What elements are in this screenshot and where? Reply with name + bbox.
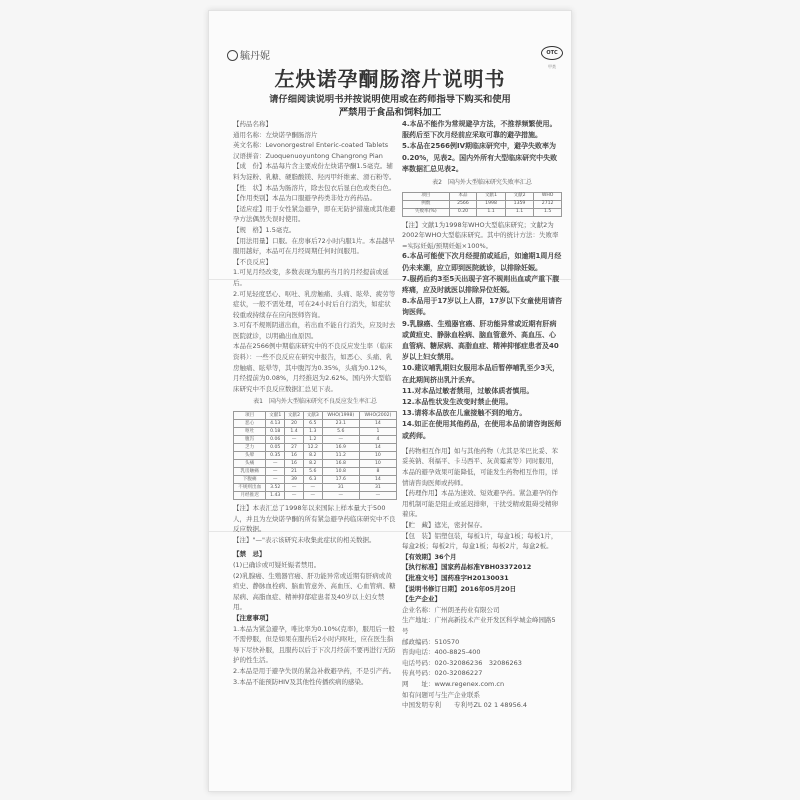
table-cell: 1.43 [266, 492, 285, 500]
left-paragraph: 【成 份】本品每片含主要成份左炔诺孕酮1.5毫克。辅料为淀粉、乳糖、硬脂酸镁、羟丙甲纤维素、滑石粉等。 [233, 162, 396, 181]
table-cell: 5.6 [303, 468, 322, 476]
table-cell: 0.05 [266, 444, 285, 452]
precautions-list [233, 624, 397, 688]
table-cell: 1.1 [505, 208, 533, 216]
table-cell: 23.1 [322, 420, 359, 428]
table-cell: 乏力 [234, 444, 266, 452]
table-row [234, 436, 397, 444]
table1-note2: 【注】"—"表示该研究未收集此症状的相关数据。 [233, 535, 376, 544]
table-cell: — [303, 484, 322, 492]
left-paragraph: 3.可有不规则阴道出血，若出血不能自行消失，应及时去医院就诊，以明确出血原因。 [233, 321, 396, 340]
table-cell: 1.4 [285, 428, 304, 436]
table-cell: 0.06 [266, 436, 285, 444]
table1-note: 【注】本表汇总了1998年以来国际上样本量大于500人，并且为左炔诺孕酮的所有紧急避孕药临床研究中不良反应数据。 [233, 504, 396, 534]
table-cell: 头痛 [234, 460, 266, 468]
table-cell: 1.2 [303, 436, 322, 444]
table-row [234, 492, 397, 500]
table-cell: 乳房触痛 [234, 468, 266, 476]
table-cell: 8.2 [303, 452, 322, 460]
table-cell: — [285, 436, 304, 444]
table-cell: 31 [322, 484, 359, 492]
table-cell: 20 [285, 420, 304, 428]
brand-name: 毓丹妮 [240, 51, 270, 62]
table-cell: 月经推迟 [234, 492, 266, 500]
contraindications-heading: 【禁 忌】 [233, 550, 266, 559]
table-cell: 3.52 [266, 484, 285, 492]
table-cell: 2712 [534, 200, 562, 208]
precaution-item: 9.乳腺癌、生殖器官癌、肝功能异常或近期有肝病或黄疸史、静脉血栓病、脑血管意外、高血压、心血管病、糖尿病、高脂血症、精神抑郁症患者及40岁以上妇女禁用。 [402, 319, 559, 362]
table-cell: 1.3 [303, 428, 322, 436]
warning-line-2: 严禁用于食品和饲料加工 [338, 107, 442, 118]
precaution-item: 3.本品不能预防HIV及其他性传播疾病的感染。 [233, 677, 368, 686]
manufacturer-heading: 【生产企业】 [402, 595, 441, 604]
manufacturer-info [402, 605, 562, 711]
precaution-item: 12.本品性状发生改变时禁止使用。 [402, 398, 513, 407]
left-paragraph: 英文名称：Levonorgestrel Enteric-coated Tablets [233, 141, 389, 150]
left-paragraph: 本品在2566例中期临床研究中的不良反应发生率（临床资料）：一些不良反应在研究中报告，如恶心、头痛、乳房触痛、眩晕等，其中腹泻为0.35%，头痛为0.12%，月经提前为0.08%，月经推迟为2.62%。国内外大型临床研究中不良反应数据汇总见下表。 [233, 342, 393, 393]
manufacturer-line: 电话号码：020-32086236 32086263 [402, 658, 522, 667]
failure-rate-table [402, 192, 562, 217]
table-cell: 8.2 [303, 460, 322, 468]
table-cell: — [266, 460, 285, 468]
table-cell: 16 [285, 452, 304, 460]
table-cell: 14 [359, 444, 396, 452]
table-cell: — [303, 492, 322, 500]
precautions-continued [402, 119, 562, 175]
pharmacology: 【药理作用】本品为速效、短效避孕药。紧急避孕的作用机制可能是阻止或延迟排卵，干扰受精或阻碍受精卵着床。 [402, 489, 558, 519]
table-row [234, 452, 397, 460]
table-cell: 16.8 [322, 460, 359, 468]
table-cell: 1.5 [534, 208, 562, 216]
table-header-cell: 文献3 [303, 412, 322, 420]
manufacturer-line: 传真号码：020-32086227 [402, 669, 483, 678]
table-cell: 27 [285, 444, 304, 452]
table-cell: 2566 [449, 200, 477, 208]
table-cell: 14 [359, 420, 396, 428]
revision-date: 【说明书修订日期】2016年05月20日 [402, 584, 517, 593]
right-column [402, 119, 562, 781]
left-paragraph: 汉语拼音：Zuoquenuoyuntong Changrong Pian [233, 151, 383, 160]
table-row [234, 460, 397, 468]
precaution-item: 10.建议哺乳期妇女服用本品后暂停哺乳至少3天，在此期间挤出乳汁丢弃。 [402, 364, 560, 384]
table-cell: — [285, 484, 304, 492]
left-paragraph: 【不良反应】 [233, 257, 272, 266]
table-cell: 头晕 [234, 452, 266, 460]
table-cell: 10 [359, 452, 396, 460]
table-cell: 1359 [505, 200, 533, 208]
left-paragraph: 【性 状】本品为肠溶片，除去包衣后显白色或类白色。 [233, 183, 396, 192]
drug-interaction: 【药物相互作用】如与其他药物（尤其是苯巴比妥、苯妥英钠、利福平、卡马西平、灰黄霉素等）同时服用，本品的避孕效果可能降低，可能发生药物相互作用，详情请咨询医师或药师。 [402, 446, 558, 487]
table-cell: — [266, 468, 285, 476]
leaflet-sheet [208, 10, 572, 792]
adverse-reaction-table [233, 411, 397, 500]
table-cell: 11.2 [322, 452, 359, 460]
table-cell: 4.13 [266, 420, 285, 428]
left-paragraph: 通用名称：左炔诺孕酮肠溶片 [233, 130, 318, 139]
contraindication-item: (2)乳腺癌、生殖器官癌、肝功能异常或近期有肝病或黄疸史、静脉血栓病、脑血管意外、高血压、心血管病、糖尿病、高脂血症、精神抑郁症患者及40岁以上妇女禁用。 [233, 571, 396, 612]
table-cell: — [322, 492, 359, 500]
table-row [403, 208, 562, 216]
manufacturer-line: 邮政编码：510570 [402, 637, 460, 646]
table-cell: 1998 [477, 200, 505, 208]
manufacturer-line: 咨询电话：400-8825-400 [402, 648, 481, 657]
precautions-heading: 【注意事项】 [233, 613, 272, 622]
table-cell: 10 [359, 460, 396, 468]
table-header-cell: WHO(1998) [322, 412, 359, 420]
table-row [234, 428, 397, 436]
approval-number: 【批准文号】国药准字H20130031 [402, 573, 509, 582]
precaution-item: 13.请将本品放在儿童接触不到的地方。 [402, 409, 527, 418]
table-row [234, 420, 397, 428]
table-cell: 6.3 [303, 476, 322, 484]
table-cell: 6.5 [303, 420, 322, 428]
otc-badge: OTC [541, 46, 563, 60]
table-cell: 例数 [403, 200, 450, 208]
left-paragraph: 1.可见月经改变，多数表现为服药当月的月经提前或延后。 [233, 268, 389, 287]
table-cell: 8 [359, 468, 396, 476]
table1-title: 表1 国内外大型临床研究不良反应发生率汇总 [253, 398, 377, 406]
manufacturer-line: 生产地址：广州高新技术产业开发区科学城金峰园路5号 [402, 616, 556, 635]
contraindications-list [233, 560, 397, 613]
table-cell: 5.6 [322, 428, 359, 436]
table-cell: 16.9 [322, 444, 359, 452]
table-row [234, 468, 397, 476]
brand-mark-icon [227, 50, 238, 61]
table-row [403, 200, 562, 208]
table-cell: 恶心 [234, 420, 266, 428]
brand-logo [227, 47, 270, 62]
table-cell: 不规则出血 [234, 484, 266, 492]
left-paragraph: 2.可见轻度恶心、呕吐、乳房触痛、头痛、眩晕、疲劳等症状，一般不需处理，可在24小时后自行消失，如症状较重或持续存在应向医师咨询。 [233, 289, 396, 319]
table-header-cell: WHO(2002) [359, 412, 396, 420]
table-cell: 下腹痛 [234, 476, 266, 484]
table-cell: — [322, 436, 359, 444]
table-cell: 16 [285, 460, 304, 468]
table-header-cell: 本品 [449, 192, 477, 200]
left-intro [233, 119, 397, 394]
precaution-item: 2.本品是用于避孕失误的紧急补救避孕药，不是引产药。 [233, 666, 396, 675]
table-header-cell: 文献1 [477, 192, 505, 200]
package: 【包 装】铝塑包装，每板1片，每盒1板；每板1片，每盒2板；每板2片，每盒1板；每板2片，每盒2板。 [402, 531, 558, 551]
table-cell: — [359, 492, 396, 500]
precaution-item: 14.如正在使用其他药品，在使用本品前请咨询医师或药师。 [402, 420, 562, 440]
left-column [233, 119, 397, 781]
table-cell: 17.6 [322, 476, 359, 484]
table-cell: 1 [359, 428, 396, 436]
precaution-item: 4.本品不能作为常规避孕方法，不推荐频繁使用。服药后至下次月经前应采取可靠的避孕措施。 [402, 120, 557, 140]
table-header-cell: WHO [534, 192, 562, 200]
table-cell: 0.20 [449, 208, 477, 216]
precaution-item: 1.本品为紧急避孕，唯比率为0.10%(克率)，服用后一般不需停服，但是如果在服药后2小时内呕吐，应在医生指导下尽快补服，且服药以后于下次月经前不要再进行无防护的性生活。 [233, 624, 396, 665]
table-row [234, 476, 397, 484]
table-cell: 呕吐 [234, 428, 266, 436]
storage: 【贮 藏】遮光，密封保存。 [402, 521, 487, 529]
table-row [234, 444, 397, 452]
table-header-cell: 项目 [234, 412, 266, 420]
precaution-item: 7.服药后约3至5天出现子宫不规则出血或产重下腹疼痛，应及时就医以排除异位妊娠。 [402, 274, 560, 294]
contraindication-item: (1)已确诊或可疑妊娠者禁用。 [233, 561, 321, 569]
left-paragraph: 【用法用量】口服。在房事后72小时内服1片。本品越早服用越好，本品可在月经周期任何时间服用。 [233, 236, 395, 256]
precaution-item: 5.本品在2566例IV期临床研究中，避孕失败率为0.20%，见表2。国内外所有大型临床研究中失败率数据汇总见表2。 [402, 142, 558, 173]
table-row [234, 484, 397, 492]
warning-line-1: 请仔细阅读说明书并按说明使用或在药师指导下购买和使用 [269, 94, 511, 105]
left-paragraph: 【规 格】1.5毫克。 [233, 225, 296, 234]
table-header-cell: 文献1 [266, 412, 285, 420]
table-cell: 10.8 [322, 468, 359, 476]
left-paragraph: 【药品名称】 [233, 120, 272, 128]
table2-note: 【注】文献1为1998年WHO大型临床研究；文献2为2002年WHO大型临床研究。其中的统计方法：失败率=实际妊娠/预期妊娠×100%。 [402, 220, 559, 250]
table-cell: 4 [359, 436, 396, 444]
table-cell: 腹泻 [234, 436, 266, 444]
table-cell: 31 [359, 484, 396, 492]
manufacturer-line: 如有问题可与生产企业联系 [402, 690, 480, 699]
table-cell: 失败率(%) [403, 208, 450, 216]
table2-title: 表2 国内外大型临床研究失败率汇总 [432, 179, 532, 187]
table-header-cell: 文献2 [505, 192, 533, 200]
manufacturer-line: 企业名称：广州朗圣药业有限公司 [402, 605, 500, 614]
validity: 【有效期】36个月 [402, 552, 457, 561]
table-cell: 0.35 [266, 452, 285, 460]
document-title: 左炔诺孕酮肠溶片说明书 [274, 67, 506, 91]
standard: 【执行标准】国家药品标准YBH03372012 [402, 563, 532, 572]
table-cell: 12.2 [303, 444, 322, 452]
table-header-cell: 文献2 [285, 412, 304, 420]
manufacturer-line: 网 址：www.regenex.com.cn [402, 679, 505, 688]
left-paragraph: 【作用类别】本品为口服避孕药类非处方药药品。 [233, 194, 376, 203]
precaution-item: 11.对本品过敏者禁用，过敏体质者慎用。 [402, 386, 534, 395]
table-cell: 0.18 [266, 428, 285, 436]
table-cell: — [266, 476, 285, 484]
table-cell: 1.1 [477, 208, 505, 216]
table-cell: 21 [285, 468, 304, 476]
table-header-cell: 项目 [403, 192, 450, 200]
table-cell: 14 [359, 476, 396, 484]
left-paragraph: 【适应症】用于女性紧急避孕，即在无防护措施或其他避孕方法偶然失误时使用。 [233, 204, 396, 224]
manufacturer-line: 中国发明专利 专利号ZL 02 1 48956.4 [402, 701, 528, 710]
otc-class-label: 甲类 [548, 64, 556, 69]
table-cell: 39 [285, 476, 304, 484]
table-cell: — [285, 492, 304, 500]
precaution-item: 8.本品用于17岁以上人群，17岁以下女童使用请咨询医师。 [402, 297, 562, 317]
precautions-list-2 [402, 251, 562, 441]
precaution-item: 6.本品可能使下次月经提前或延后，如逾期1周月经仍未来潮，应立即到医院就诊，以排除妊娠。 [402, 252, 562, 272]
